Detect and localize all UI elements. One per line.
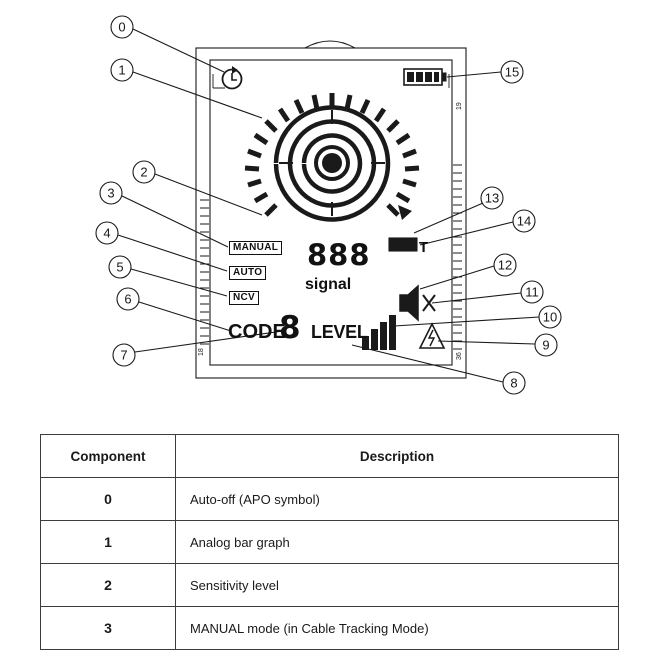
lcd-code-digit: 8 [279,310,301,346]
callout-label-10: 10 [542,309,558,325]
callout-label-5: 5 [116,259,124,275]
lcd-level-label: LEVEL [311,322,368,342]
callout-label-0: 0 [118,19,126,35]
device-top-notch [305,41,355,48]
table-cell-component: 0 [41,478,176,521]
table-cell-description: Sensitivity level [176,564,619,607]
side-mark-36: 36 [456,352,463,360]
callout-label-3: 3 [107,185,115,201]
callout-label-4: 4 [103,225,111,241]
lcd-manual-label: MANUAL [229,241,282,255]
table-cell-component: 2 [41,564,176,607]
callout-label-6: 6 [124,291,132,307]
table-cell-description: Auto-off (APO symbol) [176,478,619,521]
clock-apo-icon [223,66,242,89]
table-cell-component: 3 [41,607,176,650]
table-row [41,478,619,521]
callout-label-8: 8 [510,375,518,391]
callout-label-12: 12 [497,257,513,273]
callout-label-14: 14 [516,213,532,229]
callout-label-2: 2 [140,164,148,180]
table-row [41,521,619,564]
callout-label-11: 11 [525,284,539,300]
table-header-description: Description [176,435,619,478]
callout-label-7: 7 [120,347,128,363]
analog-bar-graph-icon [245,93,419,220]
component-description-table [40,434,618,650]
table-row [41,607,619,650]
lcd-signal-label: signal [305,276,352,293]
table-cell-description: MANUAL mode (in Cable Tracking Mode) [176,607,619,650]
high-voltage-warning-icon [420,324,444,348]
side-mark-19: 19 [456,102,463,110]
callout-label-1: 1 [118,62,126,78]
lcd-tone-label: T [419,239,429,256]
lcd-ncv-label: NCV [229,291,259,305]
callout-label-9: 9 [542,337,550,353]
table-row [41,564,619,607]
side-mark-18: 18 [198,348,205,356]
lcd-digits: 888 [307,238,371,272]
lcd-code-label: CODE [228,321,286,343]
mute-speaker-icon [400,286,435,320]
callout-label-13: 13 [484,190,500,206]
tone-indicator-box [389,238,417,251]
battery-icon [404,69,446,85]
bargraph-pointer [398,205,412,220]
lcd-auto-label: AUTO [229,266,266,280]
table-header-component: Component [41,435,176,478]
table-header-row [41,435,619,478]
table-cell-component: 1 [41,521,176,564]
callout-label-15: 15 [504,64,520,80]
table-cell-description: Analog bar graph [176,521,619,564]
